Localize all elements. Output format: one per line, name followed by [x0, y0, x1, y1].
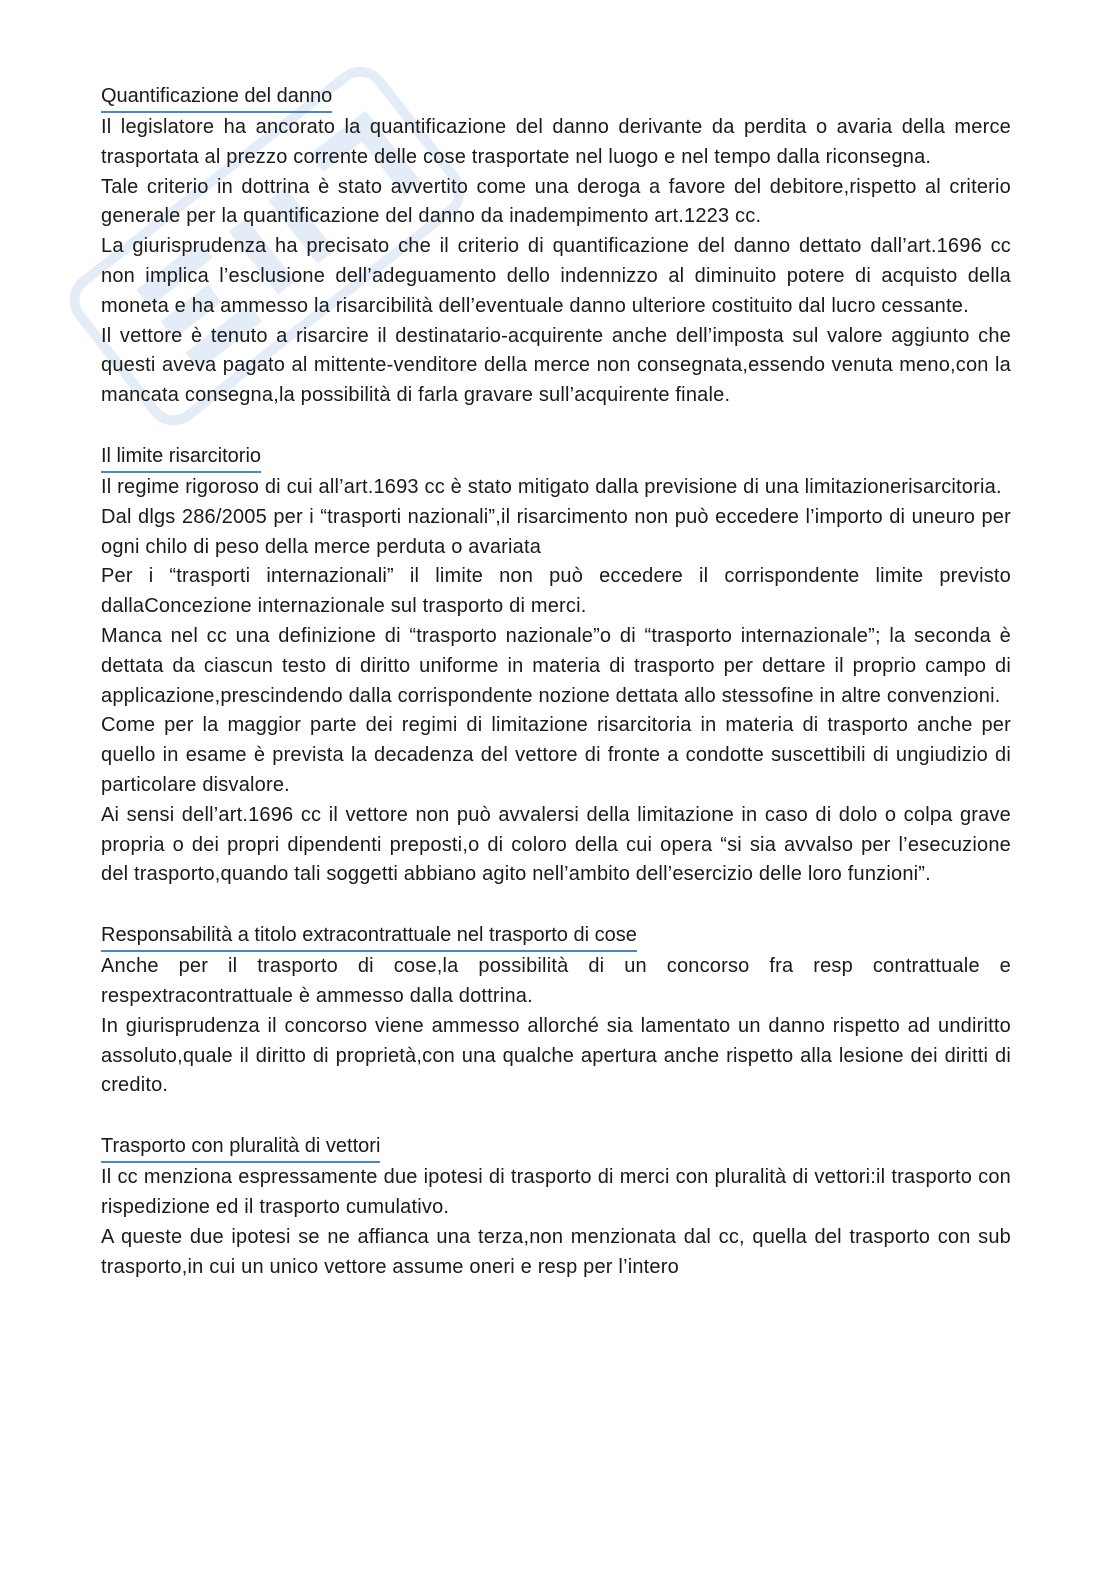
- section-paragraph: Per i “trasporti internazionali” il limite non può eccedere il corrispondente limite previsto dallaConcezione internazionale sul trasporto di merci.: [101, 565, 1011, 618]
- document-page: [101, 81, 1011, 1282]
- section-heading: Il limite risarcitorio: [101, 441, 261, 473]
- section-heading: Quantificazione del danno: [101, 81, 332, 113]
- section-paragraph: Manca nel cc una definizione di “trasporto nazionale”o di “trasporto internazionale”; la seconda è dettata da ciascun testo di diritto uniforme in materia di trasporto per dettare il proprio campo di applicazione,prescindendo dalla corrispondente nozione dettata allo stessofine in altre convenzioni.: [101, 624, 1011, 707]
- section-paragraph: Ai sensi dell’art.1696 cc il vettore non può avvalersi della limitazione in caso di dolo o colpa grave propria o dei propri dipendenti preposti,o di coloro della cui opera “si sia avvalso per l’esecuzione del trasporto,quando tali soggetti abbiano agito nell’ambito dell’esercizio delle loro funzioni”.: [101, 803, 1011, 886]
- section-paragraph: In giurisprudenza il concorso viene ammesso allorché sia lamentato un danno rispetto ad undiritto assoluto,quale il diritto di proprietà,con una qualche apertura anche rispetto alla lesione dei diritti di credito.: [101, 1014, 1011, 1097]
- section-paragraph: Come per la maggior parte dei regimi di limitazione risarcitoria in materia di trasporto anche per quello in esame è prevista la decadenza del vettore di fronte a condotte suscettibili di ungiudizio di particolare disvalore.: [101, 714, 1011, 796]
- section-paragraph: La giurisprudenza ha precisato che il criterio di quantificazione del danno dettato dall’art.1696 cc non implica l’esclusione dell’adeguamento dello indennizzo al diminuito potere di acquisto della moneta e ha ammesso la risarcibilità dell’eventuale danno ulteriore costituito dal lucro cessante.: [101, 235, 1011, 317]
- section-heading: Trasporto con pluralità di vettori: [101, 1131, 380, 1163]
- section-paragraph: Il vettore è tenuto a risarcire il destinatario-acquirente anche dell’imposta sul valore aggiunto che questi aveva pagato al mittente-venditore della merce non consegnata,essendo venuta meno,con la mancata consegna,la possibilità di farla gravare sull’acquirente finale.: [101, 324, 1011, 407]
- section-paragraph: Il regime rigoroso di cui all’art.1693 cc è stato mitigato dalla previsione di una limitazionerisarcitoria.: [101, 475, 1002, 498]
- section-paragraph: Dal dlgs 286/2005 per i “trasporti nazionali”,il risarcimento non può eccedere l’importo di uneuro per ogni chilo di peso della merce perduta o avariata: [101, 505, 1011, 558]
- section-paragraph: Anche per il trasporto di cose,la possibilità di un concorso fra resp contrattuale e respextracontrattuale è ammesso dalla dottrina.: [101, 955, 1011, 1007]
- document-section: [101, 920, 1011, 1101]
- section-paragraph: Il legislatore ha ancorato la quantificazione del danno derivante da perdita o avaria della merce trasportata al prezzo corrente delle cose trasportate nel luogo e nel tempo dalla riconsegna.: [101, 116, 1011, 168]
- document-section: [101, 81, 1011, 411]
- document-section: [101, 1131, 1011, 1282]
- section-paragraph: A queste due ipotesi se ne affianca una terza,non menzionata dal cc, quella del trasporto con sub trasporto,in cui un unico vettore assume oneri e resp per l’intero: [101, 1225, 1011, 1278]
- document-section: [101, 441, 1011, 890]
- section-paragraph: Tale criterio in dottrina è stato avvertito come una deroga a favore del debitore,rispetto al criterio generale per la quantificazione del danno da inadempimento art.1223 cc.: [101, 175, 1011, 228]
- section-heading: Responsabilità a titolo extracontrattuale nel trasporto di cose: [101, 920, 637, 952]
- section-paragraph: Il cc menziona espressamente due ipotesi di trasporto di merci con pluralità di vettori:il trasporto con rispedizione ed il trasporto cumulativo.: [101, 1166, 1011, 1218]
